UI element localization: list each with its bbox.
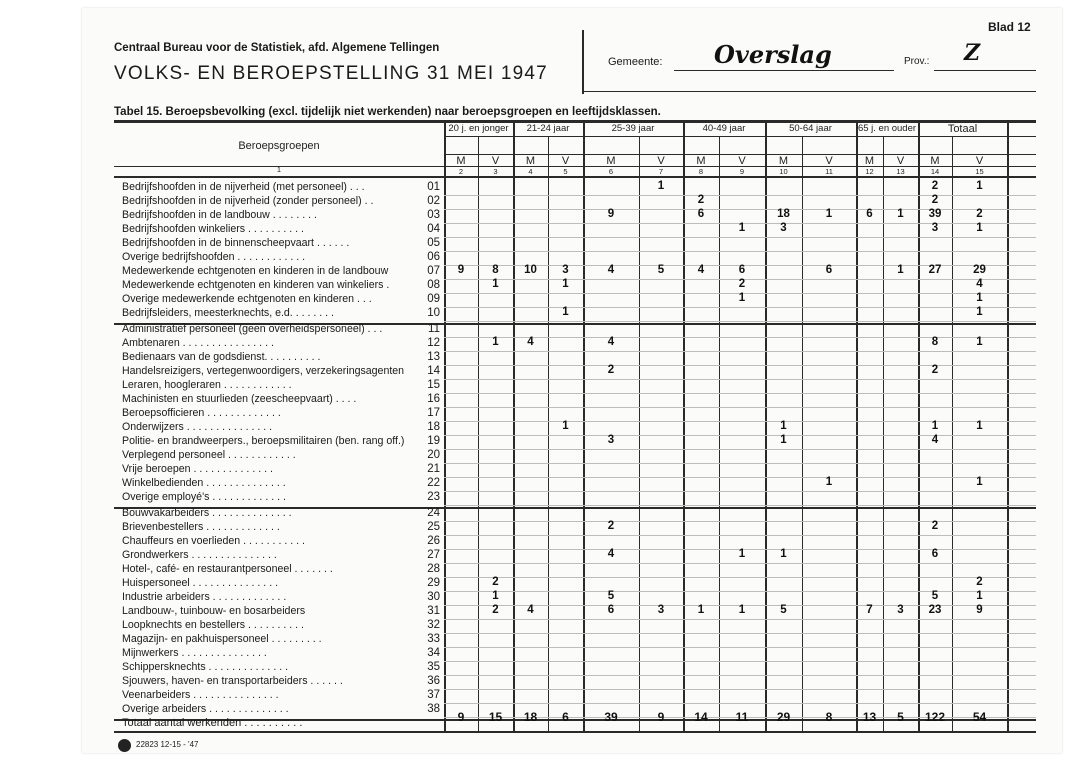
age-header-underline <box>444 136 1036 137</box>
row-label: Verplegend personeel . . . . . . . . . . . . <box>122 449 296 461</box>
cell-value: 4 <box>697 264 705 276</box>
cell-value: 3 <box>562 264 569 276</box>
prov-label: Prov.: <box>904 56 930 67</box>
row-number: 13 <box>427 351 440 363</box>
row-number: 05 <box>427 237 440 249</box>
column-divider <box>444 123 446 732</box>
column-number: 7 <box>658 167 664 176</box>
row-number: 14 <box>427 365 440 377</box>
row-number: 04 <box>427 223 440 235</box>
total-value: 11 <box>735 710 749 724</box>
cell-value: 5 <box>931 590 939 602</box>
row-label: Grondwerkers . . . . . . . . . . . . . . . <box>122 549 277 561</box>
row-number: 07 <box>427 265 440 277</box>
row-rule <box>444 477 1036 478</box>
column-divider <box>719 136 720 732</box>
row-label: Bedrijfshoofden in de binnenscheepvaart . . . . . . <box>122 237 350 249</box>
row-label: Bedienaars van de godsdienst. . . . . . . . . . <box>122 351 321 363</box>
cell-value: 1 <box>976 590 983 602</box>
male-subheader: M <box>606 155 616 167</box>
cell-value: 1 <box>976 222 983 234</box>
row-number: 20 <box>427 449 440 461</box>
sheet-number: Blad 12 <box>988 20 1031 34</box>
row-number: 26 <box>427 535 440 547</box>
row-rule <box>444 675 1036 676</box>
cell-value: 4 <box>607 548 615 560</box>
row-rule <box>444 647 1036 648</box>
column-number: 6 <box>608 167 614 176</box>
cell-value: 1 <box>931 420 939 432</box>
total-value: 18 <box>523 710 538 724</box>
cell-value: 6 <box>931 548 939 560</box>
row-label: Leraren, hoogleraren . . . . . . . . . . . . <box>122 379 292 391</box>
male-subheader: M <box>525 155 536 167</box>
cell-value: 1 <box>738 548 746 560</box>
row-number: 12 <box>427 337 440 349</box>
row-label: Winkelbedienden . . . . . . . . . . . . . . <box>122 477 286 489</box>
column-divider <box>639 136 640 732</box>
cell-value: 1 <box>492 590 499 602</box>
cell-value: 5 <box>780 604 787 616</box>
cell-value: 1 <box>492 336 499 348</box>
cell-value: 5 <box>607 590 615 602</box>
totals-label: Totaal aantal werkenden . . . . . . . . . . <box>122 717 303 729</box>
row-label: Machinisten en stuurlieden (zeescheepvaart) . . . . <box>122 393 357 405</box>
column-number: 15 <box>975 167 984 176</box>
column-divider <box>1007 123 1009 732</box>
cell-value: 7 <box>866 604 873 616</box>
row-label: Medewerkende echtgenoten en kinderen in de landbouw <box>122 265 389 277</box>
cell-value: 4 <box>607 336 615 348</box>
column-number: 3 <box>493 167 498 176</box>
total-value: 6 <box>562 710 569 724</box>
column-number: 12 <box>865 167 874 176</box>
column-divider <box>802 136 803 732</box>
row-label: Overige bedrijfshoofden . . . . . . . . . . . . <box>122 251 306 263</box>
row-label: Overige medewerkende echtgenoten en kinderen . . . <box>122 293 372 305</box>
cell-value: 1 <box>780 548 787 560</box>
prov-line <box>934 70 1036 71</box>
row-number: 03 <box>427 209 440 221</box>
age-group-header: 25-39 jaar <box>611 123 655 134</box>
cell-value: 6 <box>607 604 615 616</box>
age-group-header: 50-64 jaar <box>789 123 832 134</box>
row-number: 02 <box>427 195 440 207</box>
total-value: 5 <box>897 710 904 724</box>
row-number: 11 <box>428 323 440 335</box>
cell-value: 2 <box>931 364 939 376</box>
column-divider <box>765 123 767 732</box>
row-label: Beroepsofficieren . . . . . . . . . . . . . <box>122 407 281 419</box>
column-number: 11 <box>825 167 833 176</box>
cell-value: 4 <box>527 336 534 348</box>
row-label: Industrie arbeiders . . . . . . . . . . . . . <box>122 591 287 603</box>
total-value: 14 <box>694 710 708 724</box>
cell-value: 1 <box>738 604 746 616</box>
row-number: 16 <box>427 393 440 405</box>
total-value: 9 <box>457 710 465 724</box>
row-number: 21 <box>427 463 440 475</box>
column-divider <box>683 123 685 732</box>
row-number: 19 <box>427 435 440 447</box>
male-subheader: M <box>864 155 875 167</box>
cell-value: 27 <box>928 264 942 276</box>
male-subheader: M <box>456 155 466 167</box>
row-number: 31 <box>427 605 440 617</box>
row-number: 37 <box>427 689 440 701</box>
row-label: Loopknechts en bestellers . . . . . . . . . . <box>122 619 304 631</box>
print-code: 22823 12-15 - '47 <box>136 740 199 749</box>
row-number: 10 <box>427 307 440 319</box>
row-label: Bedrijfshoofden in de nijverheid (met personeel) . . . <box>122 181 365 193</box>
row-label: Sjouwers, haven- en transportarbeiders . . . . . . <box>122 675 343 687</box>
cell-value: 1 <box>738 222 746 234</box>
stub-number: 1 <box>276 165 282 174</box>
cell-value: 1 <box>780 434 787 446</box>
cell-value: 6 <box>697 208 705 220</box>
header-separator <box>582 30 584 94</box>
row-label: Huispersoneel . . . . . . . . . . . . . . . <box>122 577 279 589</box>
row-number: 29 <box>427 577 440 589</box>
female-subheader: V <box>491 155 500 167</box>
cell-value: 1 <box>976 336 983 348</box>
row-number: 32 <box>427 619 440 631</box>
census-title: VOLKS- EN BEROEPSTELLING 31 MEI 1947 <box>114 63 548 84</box>
gemeente-label: Gemeente: <box>608 56 663 68</box>
row-label: Bedrijfshoofden in de nijverheid (zonder personeel) . . <box>122 195 374 207</box>
row-number: 06 <box>427 251 440 263</box>
cell-value: 3 <box>897 604 904 616</box>
row-number: 24 <box>427 507 440 519</box>
cell-value: 1 <box>976 420 983 432</box>
cell-value: 1 <box>825 476 833 488</box>
row-number: 01 <box>427 181 440 193</box>
column-number: 8 <box>698 167 704 176</box>
row-label: Bedrijfshoofden winkeliers . . . . . . . . . . <box>122 223 304 235</box>
row-rule <box>444 251 1036 252</box>
cell-value: 2 <box>492 604 499 616</box>
cell-value: 9 <box>457 264 465 276</box>
total-value: 15 <box>488 710 503 724</box>
female-subheader: V <box>975 155 984 167</box>
row-number: 09 <box>427 293 440 305</box>
column-divider <box>583 123 585 732</box>
row-number: 35 <box>427 661 440 673</box>
cell-value: 1 <box>976 180 983 192</box>
table-title: Tabel 15. Beroepsbevolking (excl. tijdelijk niet werkenden) naar beroepsgroepen en leeftijdsklassen. <box>114 106 661 118</box>
cell-value: 23 <box>928 604 942 616</box>
row-rule <box>444 237 1036 238</box>
cell-value: 1 <box>976 476 983 488</box>
column-number-rule <box>114 176 1036 178</box>
cell-value: 3 <box>607 434 615 446</box>
row-label: Politie- en brandweerpers., beroepsmilitairen (ben. rang off.) <box>122 435 405 447</box>
cell-value: 2 <box>931 194 939 206</box>
cell-value: 2 <box>492 576 499 588</box>
row-rule <box>444 449 1036 450</box>
cell-value: 6 <box>866 208 873 220</box>
cell-value: 29 <box>973 264 986 276</box>
row-rule <box>444 393 1036 394</box>
column-number: 5 <box>563 167 568 176</box>
cell-value: 3 <box>931 222 939 234</box>
row-label: Schippersknechts . . . . . . . . . . . . . . <box>122 661 289 673</box>
cell-value: 1 <box>697 604 705 616</box>
cell-value: 3 <box>780 222 787 234</box>
cell-value: 9 <box>976 604 983 616</box>
cell-value: 1 <box>825 208 833 220</box>
row-label: Overige arbeiders . . . . . . . . . . . . . . <box>122 703 289 715</box>
row-number: 34 <box>427 647 440 659</box>
cell-value: 1 <box>780 420 787 432</box>
cell-value: 18 <box>777 208 790 220</box>
cell-value: 2 <box>697 194 705 206</box>
row-label: Handelsreizigers, vertegenwoordigers, verzekeringsagenten <box>122 365 405 377</box>
row-rule <box>444 703 1036 704</box>
row-label: Overige employé's . . . . . . . . . . . . . <box>122 491 286 503</box>
column-number: 4 <box>528 167 533 176</box>
row-rule <box>444 379 1036 380</box>
total-value: 54 <box>972 710 987 724</box>
header-underline <box>582 91 1036 92</box>
column-number: 9 <box>739 167 745 176</box>
row-label: Mijnwerkers . . . . . . . . . . . . . . . <box>122 647 267 659</box>
total-value: 39 <box>604 710 618 724</box>
column-number: 2 <box>458 167 464 176</box>
row-number: 18 <box>427 421 440 433</box>
age-group-header: 20 j. en jonger <box>448 123 509 134</box>
cell-value: 5 <box>657 264 665 276</box>
cell-value: 1 <box>562 278 569 290</box>
row-label: Bedrijfsleiders, meesterknechts, e.d. . . . . . . . <box>122 307 334 319</box>
age-group-header: 40-49 jaar <box>702 123 746 134</box>
female-subheader: V <box>561 155 570 167</box>
cell-value: 4 <box>527 604 534 616</box>
cell-value: 2 <box>738 278 746 290</box>
cell-value: 2 <box>976 576 983 588</box>
row-rule <box>444 463 1036 464</box>
cell-value: 2 <box>976 208 983 220</box>
row-number: 36 <box>427 675 440 687</box>
column-number: 13 <box>896 167 905 176</box>
cell-value: 2 <box>607 520 615 532</box>
female-subheader: V <box>896 155 905 167</box>
cell-value: 4 <box>931 434 939 446</box>
row-label: Ambtenaren . . . . . . . . . . . . . . . . <box>122 337 274 349</box>
cell-value: 1 <box>657 180 665 192</box>
cell-value: 3 <box>657 604 665 616</box>
form-sheet <box>82 8 1062 753</box>
row-rule <box>444 505 1036 506</box>
cell-value: 2 <box>931 520 939 532</box>
row-label: Onderwijzers . . . . . . . . . . . . . . . <box>122 421 273 433</box>
row-rule <box>444 577 1036 578</box>
cell-value: 9 <box>607 208 615 220</box>
total-value: 9 <box>657 710 665 724</box>
row-label: Bedrijfshoofden in de landbouw . . . . . . . . <box>122 209 317 221</box>
female-subheader: V <box>657 155 665 167</box>
row-rule <box>444 321 1036 322</box>
cell-value: 8 <box>492 264 499 276</box>
totals-bottom-rule <box>114 731 1036 733</box>
row-number: 27 <box>427 549 440 561</box>
row-label: Landbouw-, tuinbouw- en bosarbeiders <box>122 605 306 617</box>
cell-value: 1 <box>562 420 569 432</box>
row-label: Bouwvakarbeiders . . . . . . . . . . . . . . <box>122 507 292 519</box>
row-rule <box>444 407 1036 408</box>
age-group-header: 65 j. en ouder <box>857 123 917 134</box>
male-subheader: M <box>696 155 706 167</box>
row-number: 22 <box>427 477 440 489</box>
cell-value: 1 <box>562 306 569 318</box>
row-rule <box>444 307 1036 308</box>
row-rule <box>444 633 1036 634</box>
row-number: 33 <box>427 633 440 645</box>
cell-value: 39 <box>928 208 942 220</box>
print-seal-icon <box>118 739 131 752</box>
total-value: 29 <box>776 710 791 724</box>
row-rule <box>444 689 1036 690</box>
cell-value: 10 <box>524 264 537 276</box>
cell-value: 1 <box>976 292 983 304</box>
total-value: 122 <box>924 710 946 724</box>
total-value: 13 <box>862 710 877 724</box>
age-group-header: Totaal <box>947 123 978 135</box>
row-number: 30 <box>427 591 440 603</box>
row-number: 28 <box>427 563 440 575</box>
gemeente-line <box>674 70 894 71</box>
column-number: 14 <box>930 167 940 176</box>
cell-value: 4 <box>976 278 983 290</box>
cell-value: 6 <box>825 264 833 276</box>
row-rule <box>444 535 1036 536</box>
row-number: 38 <box>427 703 440 715</box>
cell-value: 6 <box>738 264 746 276</box>
cell-value: 1 <box>897 264 904 276</box>
row-label: Magazijn- en pakhuispersoneel . . . . . . . . . <box>122 633 322 645</box>
cell-value: 4 <box>607 264 615 276</box>
female-subheader: V <box>738 155 746 167</box>
column-divider <box>952 136 953 732</box>
age-group-header: 21-24 jaar <box>526 123 570 134</box>
column-number: 10 <box>779 167 788 176</box>
column-divider <box>513 123 515 732</box>
column-divider <box>478 136 479 732</box>
cell-value: 1 <box>897 208 904 220</box>
row-number: 25 <box>427 521 440 533</box>
row-rule <box>444 351 1036 352</box>
row-number: 15 <box>427 379 440 391</box>
row-label: Medewerkende echtgenoten en kinderen van winkeliers . <box>122 279 390 291</box>
row-rule <box>444 491 1036 492</box>
row-label: Veenarbeiders . . . . . . . . . . . . . . . <box>122 689 279 701</box>
row-number: 23 <box>427 491 440 503</box>
cell-value: 2 <box>931 180 939 192</box>
cell-value: 2 <box>607 364 615 376</box>
row-label: Administratief personeel (geen overheidspersoneel) . . . <box>122 323 383 335</box>
row-label: Brievenbestellers . . . . . . . . . . . . . <box>122 521 280 533</box>
stub-header: Beroepsgroepen <box>238 140 320 152</box>
cell-value: 1 <box>738 292 746 304</box>
female-subheader: V <box>825 155 833 167</box>
row-rule <box>444 619 1036 620</box>
row-label: Hotel-, café- en restaurantpersoneel . . . . . . . <box>122 563 333 575</box>
gemeente-value: Overslag <box>714 40 832 69</box>
cell-value: 1 <box>976 306 983 318</box>
row-number: 08 <box>427 279 440 291</box>
male-subheader: M <box>778 155 789 167</box>
row-rule <box>444 563 1036 564</box>
male-subheader: M <box>930 155 940 167</box>
row-label: Vrije beroepen . . . . . . . . . . . . . . <box>122 463 273 475</box>
cell-value: 8 <box>931 336 939 348</box>
column-divider <box>883 136 884 732</box>
prov-value: Z <box>964 40 981 66</box>
column-divider <box>548 136 549 732</box>
total-value: 8 <box>825 710 833 724</box>
row-label: Chauffeurs en voerlieden . . . . . . . . . . . <box>122 535 305 547</box>
cell-value: 1 <box>492 278 499 290</box>
row-rule <box>444 661 1036 662</box>
agency-name: Centraal Bureau voor de Statistiek, afd. Algemene Tellingen <box>114 42 440 54</box>
row-number: 17 <box>427 407 440 419</box>
